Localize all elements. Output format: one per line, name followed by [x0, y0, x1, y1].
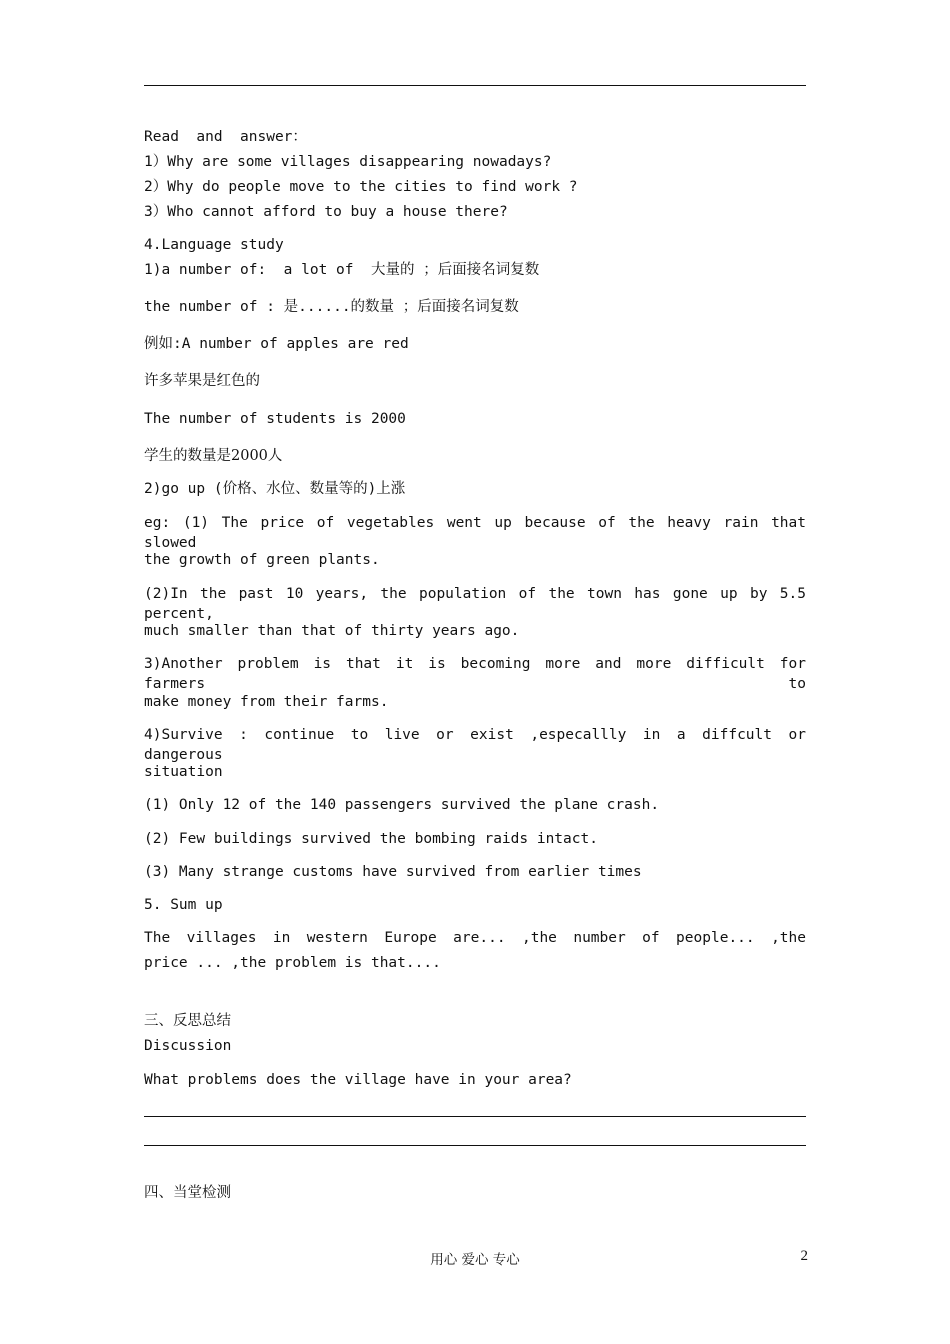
text-line: 1)a number of: a lot of 大量的 ；后面接名词复数	[144, 262, 540, 278]
text-line: much smaller than that of thirty years ago.	[144, 623, 520, 639]
text-line: 4)Survive : continue to live or exist ,especallly in a diffcult or dangerous	[144, 727, 806, 763]
section-heading: 4.Language study	[144, 237, 284, 253]
text-line: eg: (1) The price of vegetables went up because of the heavy rain that slowed	[144, 515, 806, 551]
text-line: Read and answer：	[144, 129, 307, 145]
text-line: the number of : 是......的数量 ；后面接名词复数	[144, 299, 519, 315]
answer-line	[144, 1145, 806, 1146]
text-line: 许多苹果是红色的	[144, 373, 260, 389]
section-heading: 四、当堂检测	[144, 1185, 231, 1201]
answer-line	[144, 1116, 806, 1117]
text-line: 1）Why are some villages disappearing nowadays?	[144, 154, 552, 170]
text-line: (2)In the past 10 years, the population of the town has gone up by 5.5 percent,	[144, 586, 806, 622]
text-line: 2)go up (价格、水位、数量等的)上涨	[144, 481, 406, 497]
text-line: 学生的数量是2000人	[144, 448, 283, 464]
text-line: 2）Why do people move to the cities to find work ?	[144, 179, 578, 195]
text-line: 例如:A number of apples are red	[144, 336, 409, 352]
text-line: situation	[144, 764, 223, 780]
text-line: the growth of green plants.	[144, 552, 380, 568]
section-heading: 5. Sum up	[144, 897, 223, 913]
text-line: make money from their farms.	[144, 694, 389, 710]
text-line: What problems does the village have in your area?	[144, 1072, 572, 1088]
text-line: (2) Few buildings survived the bombing raids intact.	[144, 831, 598, 847]
section-heading: 三、反思总结	[144, 1013, 231, 1029]
text-line: Discussion	[144, 1038, 232, 1054]
text-line: 3)Another problem is that it is becoming more and more difficult for farmers to	[144, 656, 806, 692]
page-number: 2	[800, 1248, 808, 1264]
text-line: The number of students is 2000	[144, 411, 406, 427]
text-line: (1) Only 12 of the 140 passengers survived the plane crash.	[144, 797, 660, 813]
text-line: The villages in western Europe are... ,the number of people... ,the	[144, 930, 806, 946]
text-line: (3) Many strange customs have survived from earlier times	[144, 864, 642, 880]
text-line: price ... ,the problem is that....	[144, 955, 441, 971]
top-divider	[144, 85, 806, 86]
text-line: 3）Who cannot afford to buy a house there?	[144, 204, 508, 220]
page-footer: 用心 爱心 专心	[430, 1252, 520, 1268]
